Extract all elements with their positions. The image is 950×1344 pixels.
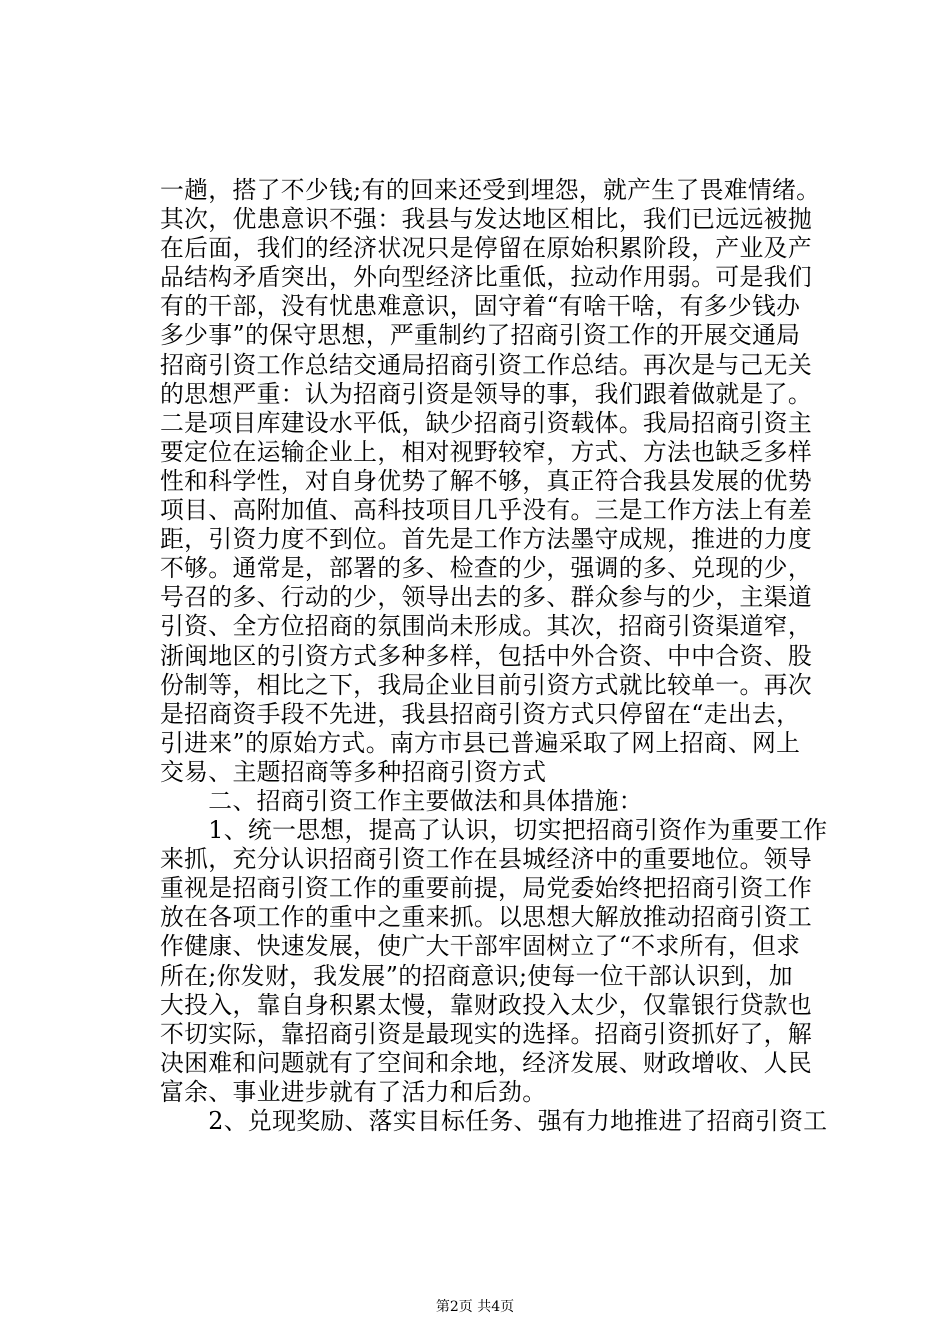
text-line: 份制等，相比之下，我局企业目前引资方式就比较单一。再次 xyxy=(160,670,812,699)
text-line: 交易、主题招商等多种招商引资方式 xyxy=(160,757,547,786)
text-line: 大投入，靠自身积累太慢，靠财政投入太少，仅靠银行贷款也 xyxy=(160,990,812,1019)
text-line: 是招商资手段不先进，我县招商引资方式只停留在“走出去， xyxy=(160,699,801,728)
text-line: 1、统一思想，提高了认识，切实把招商引资作为重要工作 xyxy=(160,816,828,845)
text-line: 多少事”的保守思想，严重制约了招商引资工作的开展交通局 xyxy=(160,321,801,350)
text-line: 的思想严重：认为招商引资是领导的事，我们跟着做就是了。 xyxy=(160,379,812,408)
text-line: 不够。通常是，部署的多、检查的少，强调的多、兑现的少， xyxy=(160,554,812,583)
text-line: 要定位在运输企业上，相对视野较窄，方式、方法也缺乏多样 xyxy=(160,437,812,466)
text-line: 引资、全方位招商的氛围尚未形成。其次，招商引资渠道窄， xyxy=(160,612,812,641)
text-line: 不切实际，靠招商引资是最现实的选择。招商引资抓好了，解 xyxy=(160,1019,812,1048)
text-line: 重视是招商引资工作的重要前提，局党委始终把招商引资工作 xyxy=(160,874,812,903)
text-line: 其次，优患意识不强：我县与发达地区相比，我们已远远被抛 xyxy=(160,205,812,234)
text-line: 一趟，搭了不少钱;有的回来还受到埋怨，就产生了畏难情绪。 xyxy=(160,176,821,204)
text-line: 品结构矛盾突出，外向型经济比重低，拉动作用弱。可是我们 xyxy=(160,263,812,292)
text-line: 放在各项工作的重中之重来抓。以思想大解放推动招商引资工 xyxy=(160,903,812,932)
text-line: 富余、事业进步就有了活力和后劲。 xyxy=(160,1077,547,1106)
text-line: 所在;你发财，我发展”的招商意识;使每一位干部认识到，加 xyxy=(160,961,793,990)
text-line: 有的干部，没有忧患难意识，固守着“有啥干啥，有多少钱办 xyxy=(160,292,801,321)
text-line: 引进来”的原始方式。南方市县已普遍采取了网上招商、网上 xyxy=(160,728,801,757)
text-line: 号召的多、行动的少，领导出去的多、群众参与的少，主渠道 xyxy=(160,583,812,612)
text-line: 决困难和问题就有了空间和余地，经济发展、财政增收、人民 xyxy=(160,1048,812,1077)
text-line: 二是项目库建设水平低，缺少招商引资载体。我局招商引资主 xyxy=(160,408,812,437)
section-heading: 二、招商引资工作主要做法和具体措施： xyxy=(160,786,643,815)
text-line: 招商引资工作总结交通局招商引资工作总结。再次是与己无关 xyxy=(160,350,812,379)
text-line: 2、兑现奖励、落实目标任务、强有力地推进了招商引资工 xyxy=(160,1107,828,1135)
text-line: 性和科学性，对自身优势了解不够，真正符合我县发展的优势 xyxy=(160,466,812,495)
text-line: 距，引资力度不到位。首先是工作方法墨守成规，推进的力度 xyxy=(160,525,812,554)
page-number-footer: 第2页 共4页 xyxy=(435,1299,515,1315)
text-line: 来抓，充分认识招商引资工作在县城经济中的重要地位。领导 xyxy=(160,845,812,874)
text-line: 项目、高附加值、高科技项目几乎没有。三是工作方法上有差 xyxy=(160,496,812,525)
body-text xyxy=(160,176,828,1136)
text-line: 浙闽地区的引资方式多种多样，包括中外合资、中中合资、股 xyxy=(160,641,812,670)
text-line: 作健康、快速发展，使广大干部牢固树立了“不求所有，但求 xyxy=(160,932,801,961)
text-line: 在后面，我们的经济状况只是停留在原始积累阶段，产业及产 xyxy=(160,234,812,263)
